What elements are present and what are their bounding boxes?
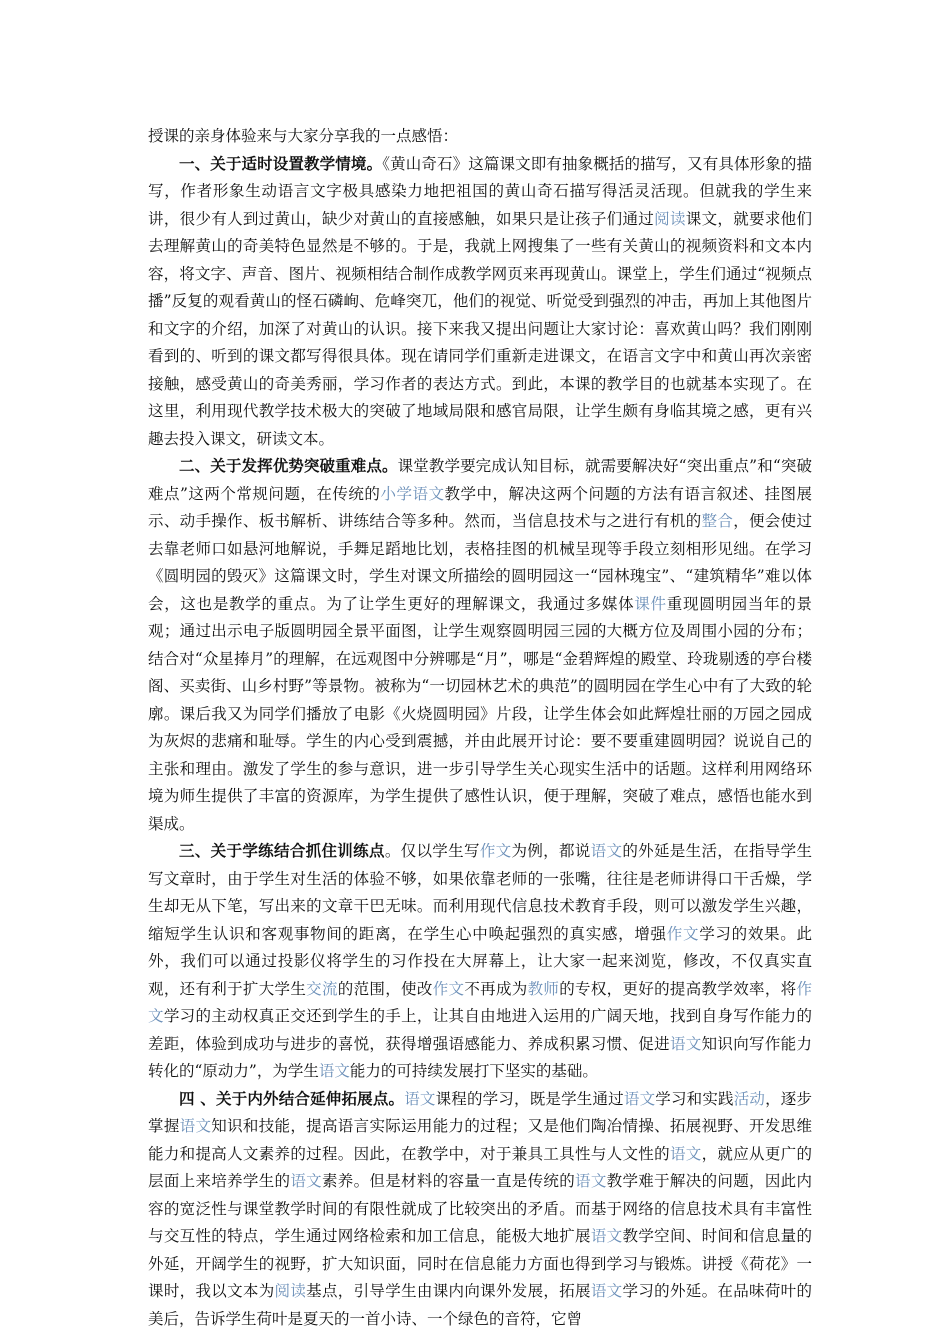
keyword-link[interactable]: 语文 <box>623 1089 656 1108</box>
paragraph-practice <box>148 838 812 1086</box>
keyword-link[interactable]: 语文 <box>404 1089 436 1108</box>
paragraph-text: 学习和实践 <box>655 1089 734 1108</box>
paragraph-text: 为例，都说 <box>511 842 591 860</box>
paragraph-text: 学习的主动权真正交还到学生的手上，让其自由地进入运用的广阔天地，找到自身写作能力的差距，体验到成功与进步的喜悦，获得增强语感能力、养成积累习惯、促进 <box>148 1007 812 1053</box>
intro-paragraph: 授课的亲身体验来与大家分享我的一点感悟： <box>148 127 459 145</box>
paragraph-text: 教学空间、时间和信息量的外延，开阔学生的视野，扩大知识面，同时在信息能力方面也得到学习与锻炼。讲授《荷花》一课时，我以文本为 <box>148 1227 812 1300</box>
paragraph-text: 能力的可持续发展打下坚实的基础。 <box>349 1062 598 1080</box>
section-heading-1: 一、关于适时设置教学情境。 <box>179 154 383 173</box>
paragraph-text: 重现圆明园当年的景观；通过出示电子版圆明园全景平面图，让学生观察圆明园三园的大概方位及周围小园的分布；结合对“众星捧月”的理解，在远观图中分辨哪是“月”，哪是“金碧辉煌的殿堂、玲珑剔透的亭台楼阁、买卖街、山乡村野”等景物。被称为“一切园林艺术的典范”的圆明园在学生心中有了大致的轮廓。课后我又为同学们播放了电影《火烧圆明园》片段，让学生体会如此辉煌壮丽的万园之园成为灰烬的悲痛和耻辱。学生的内心受到震撼，并由此展开讨论：要不要重建圆明园？说说自己的主张和理由。激发了学生的参与意识，进一步引导学生关心现实生活中的话题。这样利用网络环境为师生提供了丰富的资源库，为学生提供了感性认识，便于理解，突破了难点，感悟也能水到渠成。 <box>148 594 812 833</box>
paragraph-text: ，逐步掌握 <box>148 1089 812 1135</box>
paragraph-text: ，便会使过去靠老师口如悬河地解说，手舞足蹈地比划，表格挂图的机械呈现等手段立刻相形见绌。在学习《圆明园的毁灭》这篇课文时，学生对课文所描绘的圆明园这一“园林瑰宝”、“建筑精华”难以体会，这也是教学的重点。为了让学生更好的理解课文，我通过多媒体 <box>148 512 812 613</box>
paragraph-extension <box>148 1086 812 1334</box>
paragraph-text: 。仅以学生写 <box>384 842 480 860</box>
section-heading-4: 四 、关于内外结合延伸拓展点。 <box>179 1089 405 1108</box>
paragraph-text: 的专权，更好的提高教学效率，将 <box>559 979 797 998</box>
section-heading-2: 二、关于发挥优势突破重难点。 <box>179 457 398 475</box>
keyword-link[interactable]: 活动 <box>733 1089 766 1108</box>
paragraph-text: ，就应从更广的层面上来培养学生的 <box>148 1144 812 1190</box>
keyword-link[interactable]: 作文 <box>432 979 465 998</box>
paragraph-text: 课文，就要求他们去理解黄山的奇美特色显然是不够的。于是，我就上网搜集了一些有关黄山的视频资料和文本内容，将文字、声音、图片、视频相结合制作成教学网页来再现黄山。课堂上，学生们通过“视频点播”反复的观看黄山的怪石磷峋、危峰突兀，他们的视觉、听觉受到强烈的冲击，再加上其他图片和文字的介绍，加深了对黄山的认识。接下来我又提出问题让大家讨论：喜欢黄山吗？我们刚刚看到的、听到的课文都写得很具体。现在请同学们重新走进课文，在语言文字中和黄山再次亲密接触，感受黄山的奇美秀丽，学习作者的表达方式。到此，本课的教学目的也就基本实现了。在这里，利用现代教学技术极大的突破了地域局限和感官局限，让学生颇有身临其境之感，更有兴趣去投入课文，研读文本。 <box>148 209 812 448</box>
paragraph-text: 课程的学习，既是学生通过 <box>435 1089 624 1108</box>
paragraph-text: 的外延是生活，在指导学生写文章时，由于学生对生活的体验不够，如果依靠老师的一张嘴，往往是老师讲得口干舌燥，学生却无从下笔，写出来的文章干巴无味。而利用现代信息技术教育手段，则可以激发学生兴趣，缩短学生认识和客观事物间的距离，在学生心中唤起强烈的真实感，增强 <box>148 842 812 943</box>
paragraph-text: 素养。但是材料的容量一直是传统的 <box>321 1172 576 1190</box>
paragraph-text: 知识和技能，提高语言实际运用能力的过程；又是他们陶冶情操、拓展视野、开发思维能力和提高人文素养的过程。因此，在教学中，对于兼具工具性与人文性的 <box>148 1117 812 1163</box>
paragraph-text: 《黄山奇石》这篇课文即有抽象概括的描写，又有具体形象的描写，作者形象生动语言文字极具感染力地把祖国的黄山奇石描写得活灵活现。但就我的学生来讲，很少有人到过黄山，缺少对黄山的直接感触，如果只是让孩子们通过 <box>148 154 812 228</box>
paragraph-text: 教学难于解决的问题，因此内容的宽泛性与课堂教学时间的有限性就成了比较突出的矛盾。而基于网络的信息技术具有丰富性与交互性的特点，学生通过网络检索和加工信息，能极大地扩展 <box>148 1172 812 1245</box>
keyword-link[interactable]: 语文 <box>590 1227 623 1245</box>
paragraph-situation <box>148 151 812 454</box>
paragraph-text: 教学中，解决这两个问题的方法有语言叙述、挂图展示、动手操作、板书解析、讲练结合等多种。然而，当信息技术与之进行有机的 <box>148 484 812 530</box>
keyword-link[interactable]: 阅读 <box>654 209 686 228</box>
section-heading-3: 三、关于学练结合抓住训练点 <box>179 842 385 860</box>
keyword-link[interactable]: 交流 <box>306 979 338 998</box>
paragraph-text: 学习的外延。在品味荷叶的美后，告诉学生荷叶是夏天的一首小诗、一个绿色的音符，它曾 <box>148 1282 812 1328</box>
keyword-link[interactable]: 小学语文 <box>380 484 445 503</box>
paragraph-text: 的范围，使改 <box>337 979 433 998</box>
keyword-link[interactable]: 语文 <box>179 1117 212 1135</box>
paragraph-text: 基点，引导学生由课内向课外发展，拓展 <box>306 1282 591 1300</box>
keyword-link[interactable]: 作文 <box>666 924 700 943</box>
paragraph-text: 课堂教学要完成认知目标，就需要解决好“突出重点”和“突破难点”这两个常规问题，在传统的 <box>148 457 812 503</box>
keyword-link[interactable]: 语文 <box>590 1282 623 1300</box>
keyword-link[interactable]: 语文 <box>590 842 623 860</box>
keyword-link[interactable]: 作文 <box>148 979 812 1025</box>
keyword-link[interactable]: 阅读 <box>274 1282 307 1300</box>
paragraph-text: 学习的效果。此外，我们可以通过投影仪将学生的习作投在大屏幕上，让大家一起来浏览，修改，不仅真实直观，还有利于扩大学生 <box>148 924 812 998</box>
keyword-link[interactable]: 语文 <box>669 1144 702 1163</box>
document-page <box>148 123 812 1333</box>
keyword-link[interactable]: 教师 <box>527 979 560 998</box>
keyword-link[interactable]: 语文 <box>318 1062 350 1080</box>
keyword-link[interactable]: 语文 <box>575 1172 607 1190</box>
paragraph-text: 知识向写作能力转化的“原动力”，为学生 <box>148 1034 812 1080</box>
keyword-link[interactable]: 作文 <box>479 842 512 860</box>
keyword-link[interactable]: 整合 <box>701 512 734 530</box>
keyword-link[interactable]: 语文 <box>669 1034 702 1053</box>
paragraph-key-points <box>148 453 812 838</box>
keyword-link[interactable]: 语文 <box>290 1172 322 1190</box>
paragraph-text: 不再成为 <box>464 979 528 998</box>
keyword-link[interactable]: 课件 <box>634 594 667 613</box>
